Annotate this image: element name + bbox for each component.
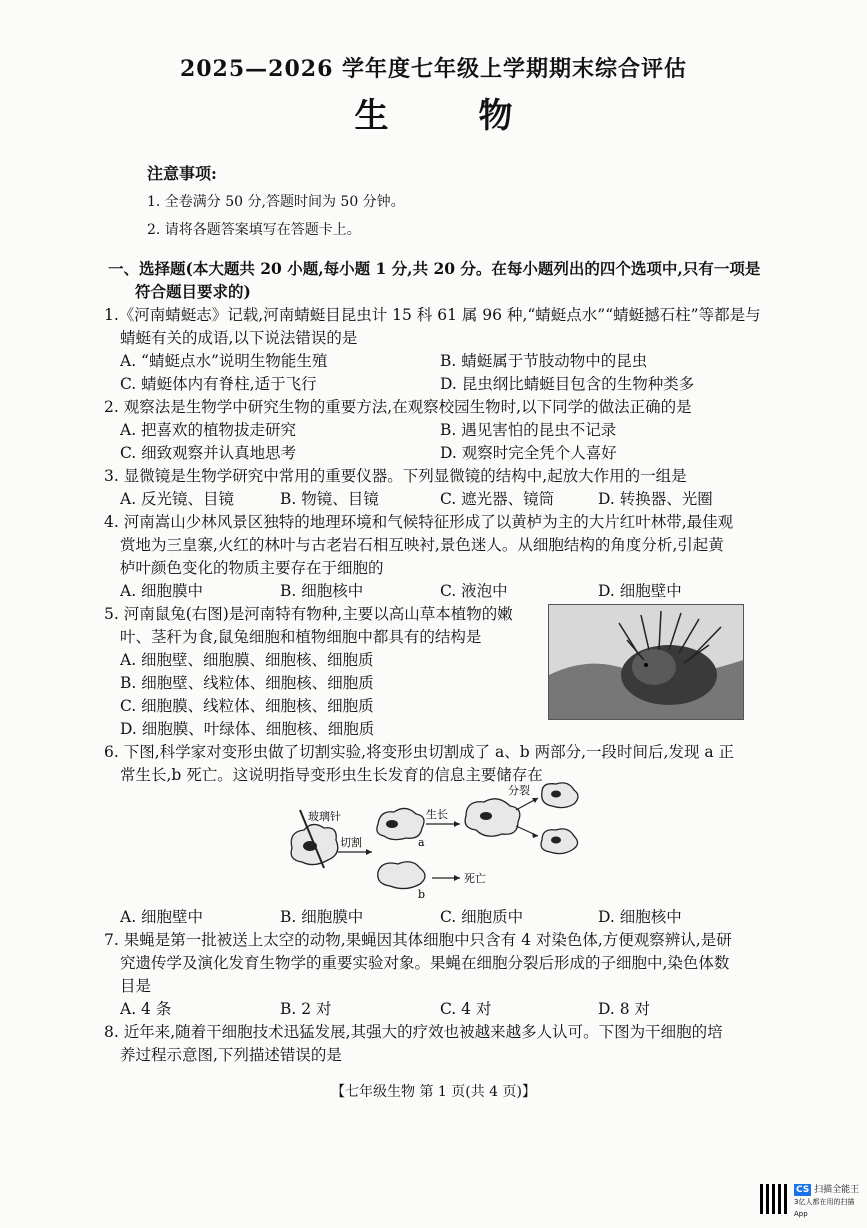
question-7-stem: 7. 果蝇是第一批被送上太空的动物,果蝇因其体细胞中只含有 4 对染色体,方便观察辨认,是研 — [104, 931, 732, 949]
question-2-option-b: B. 遇见害怕的昆虫不记录 — [440, 421, 617, 439]
question-3-option-d: D. 转换器、光圈 — [598, 490, 713, 508]
question-2-stem: 2. 观察法是生物学中研究生物的重要方法,在观察校园生物时,以下同学的做法正确的是 — [104, 398, 692, 416]
subject-title: 生物 — [354, 96, 603, 136]
question-4-option-b: B. 细胞核中 — [280, 582, 364, 600]
amoeba-experiment-figure — [280, 780, 590, 900]
question-1-stem: 1.《河南蜻蜓志》记载,河南蜻蜓目昆虫计 15 科 61 属 96 种,“蜻蜓点水”“蜻蜓撼石柱”等都是与 — [104, 306, 761, 324]
question-4-stem: 赏地为三皇寨,火红的林叶与古老岩石相互映衬,景色迷人。从细胞结构的角度分析,引起黄 — [120, 536, 724, 554]
question-7-stem: 究遗传学及演化发育生物学的重要实验对象。果蝇在细胞分裂后形成的子细胞中,染色体数 — [120, 954, 730, 972]
label-a: a — [418, 836, 425, 849]
section-heading-cont: 符合题目要求的) — [135, 282, 251, 301]
question-4-stem: 栌叶颜色变化的物质主要存在于细胞的 — [120, 559, 384, 577]
scanner-name: 扫描全能王 — [814, 1185, 860, 1195]
question-5-stem: 叶、茎秆为食,鼠兔细胞和植物细胞中都具有的结构是 — [120, 628, 482, 646]
question-7-option-d: D. 8 对 — [598, 1000, 651, 1018]
section-heading: 一、选择题(本大题共 20 小题,每小题 1 分,共 20 分。在每小题列出的四个选项中,只有一项是 — [108, 259, 761, 278]
pika-photo-drawing — [549, 605, 743, 719]
notes-heading: 注意事项: — [147, 164, 217, 183]
question-6-option-d: D. 细胞核中 — [598, 908, 682, 926]
question-5-stem: 5. 河南鼠兔(右图)是河南特有物种,主要以高山草本植物的嫩 — [104, 605, 513, 623]
question-1-stem: 蜻蜓有关的成语,以下说法错误的是 — [120, 329, 358, 347]
question-4-stem: 4. 河南嵩山少林风景区独特的地理环境和气候特征形成了以黄栌为主的大片红叶林带,最佳观 — [104, 513, 734, 531]
notes-block — [147, 160, 405, 244]
amoeba-part-a — [377, 808, 424, 839]
question-5-option-c: C. 细胞膜、线粒体、细胞核、细胞质 — [120, 697, 374, 715]
question-6-stem: 6. 下图,科学家对变形虫做了切割实验,将变形虫切割成了 a、b 两部分,一段时间后,发现 a 正 — [104, 743, 735, 761]
label-b: b — [418, 888, 426, 900]
question-3-option-c: C. 遮光器、镜筒 — [440, 490, 555, 508]
label-grow: 生长 — [426, 808, 448, 821]
notes-item: 1. 全卷满分 50 分,答题时间为 50 分钟。 — [147, 194, 405, 210]
label-needle: 玻璃针 — [308, 810, 341, 823]
question-4-option-a: A. 细胞膜中 — [120, 582, 204, 600]
question-1-option-d: D. 昆虫纲比蜻蜓目包含的生物种类多 — [440, 375, 695, 393]
page-footer: 【七年级生物 第 1 页(共 4 页)】 — [331, 1084, 536, 1100]
pika-photo — [548, 604, 744, 720]
question-7-stem: 目是 — [120, 977, 152, 995]
question-1-option-b: B. 蜻蜓属于节肢动物中的昆虫 — [440, 352, 648, 370]
question-1-option-c: C. 蜻蜓体内有脊柱,适于飞行 — [120, 375, 317, 393]
amoeba-grown — [465, 799, 520, 836]
label-death: 死亡 — [464, 872, 486, 885]
label-divide: 分裂 — [508, 784, 530, 797]
scanner-watermark — [794, 1184, 867, 1220]
exam-title: 2025—2026 学年度七年级上学期期末综合评估 — [179, 56, 688, 82]
question-5-option-d: D. 细胞膜、叶绿体、细胞核、细胞质 — [120, 720, 375, 738]
question-2-option-d: D. 观察时完全凭个人喜好 — [440, 444, 617, 462]
question-1-option-a: A. “蜻蜓点水”说明生物能生殖 — [120, 352, 328, 370]
question-4-option-d: D. 细胞壁中 — [598, 582, 682, 600]
question-7-option-b: B. 2 对 — [280, 1000, 332, 1018]
question-7-option-c: C. 4 对 — [440, 1000, 492, 1018]
question-2-option-c: C. 细致观察并认真地思考 — [120, 444, 297, 462]
scanner-tagline: 3亿人都在用的扫描App — [794, 1198, 855, 1218]
question-8-stem: 养过程示意图,下列描述错误的是 — [120, 1046, 342, 1064]
question-4-option-c: C. 液泡中 — [440, 582, 508, 600]
question-6-option-c: C. 细胞质中 — [440, 908, 524, 926]
question-7-option-a: A. 4 条 — [120, 1000, 172, 1018]
question-3-stem: 3. 显微镜是生物学研究中常用的重要仪器。下列显微镜的结构中,起放大作用的一组是 — [104, 467, 687, 485]
amoeba-part-b — [378, 862, 425, 889]
question-3-option-b: B. 物镜、目镜 — [280, 490, 379, 508]
question-5-option-a: A. 细胞壁、细胞膜、细胞核、细胞质 — [120, 651, 374, 669]
notes-item: 2. 请将各题答案填写在答题卡上。 — [147, 222, 361, 238]
qr-code-icon — [760, 1184, 790, 1214]
question-2-option-a: A. 把喜欢的植物拔走研究 — [120, 421, 297, 439]
scanner-badge: CS — [796, 1185, 810, 1195]
question-6-option-b: B. 细胞膜中 — [280, 908, 364, 926]
question-8-stem: 8. 近年来,随着干细胞技术迅猛发展,其强大的疗效也被越来越多人认可。下图为干细胞的培 — [104, 1023, 723, 1041]
question-6-stem: 常生长,b 死亡。这说明指导变形虫生长发育的信息主要储存在 — [120, 766, 543, 784]
question-6-option-a: A. 细胞壁中 — [120, 908, 204, 926]
question-3-option-a: A. 反光镜、目镜 — [120, 490, 235, 508]
label-cut: 切割 — [340, 836, 362, 849]
question-5-option-b: B. 细胞壁、线粒体、细胞核、细胞质 — [120, 674, 374, 692]
